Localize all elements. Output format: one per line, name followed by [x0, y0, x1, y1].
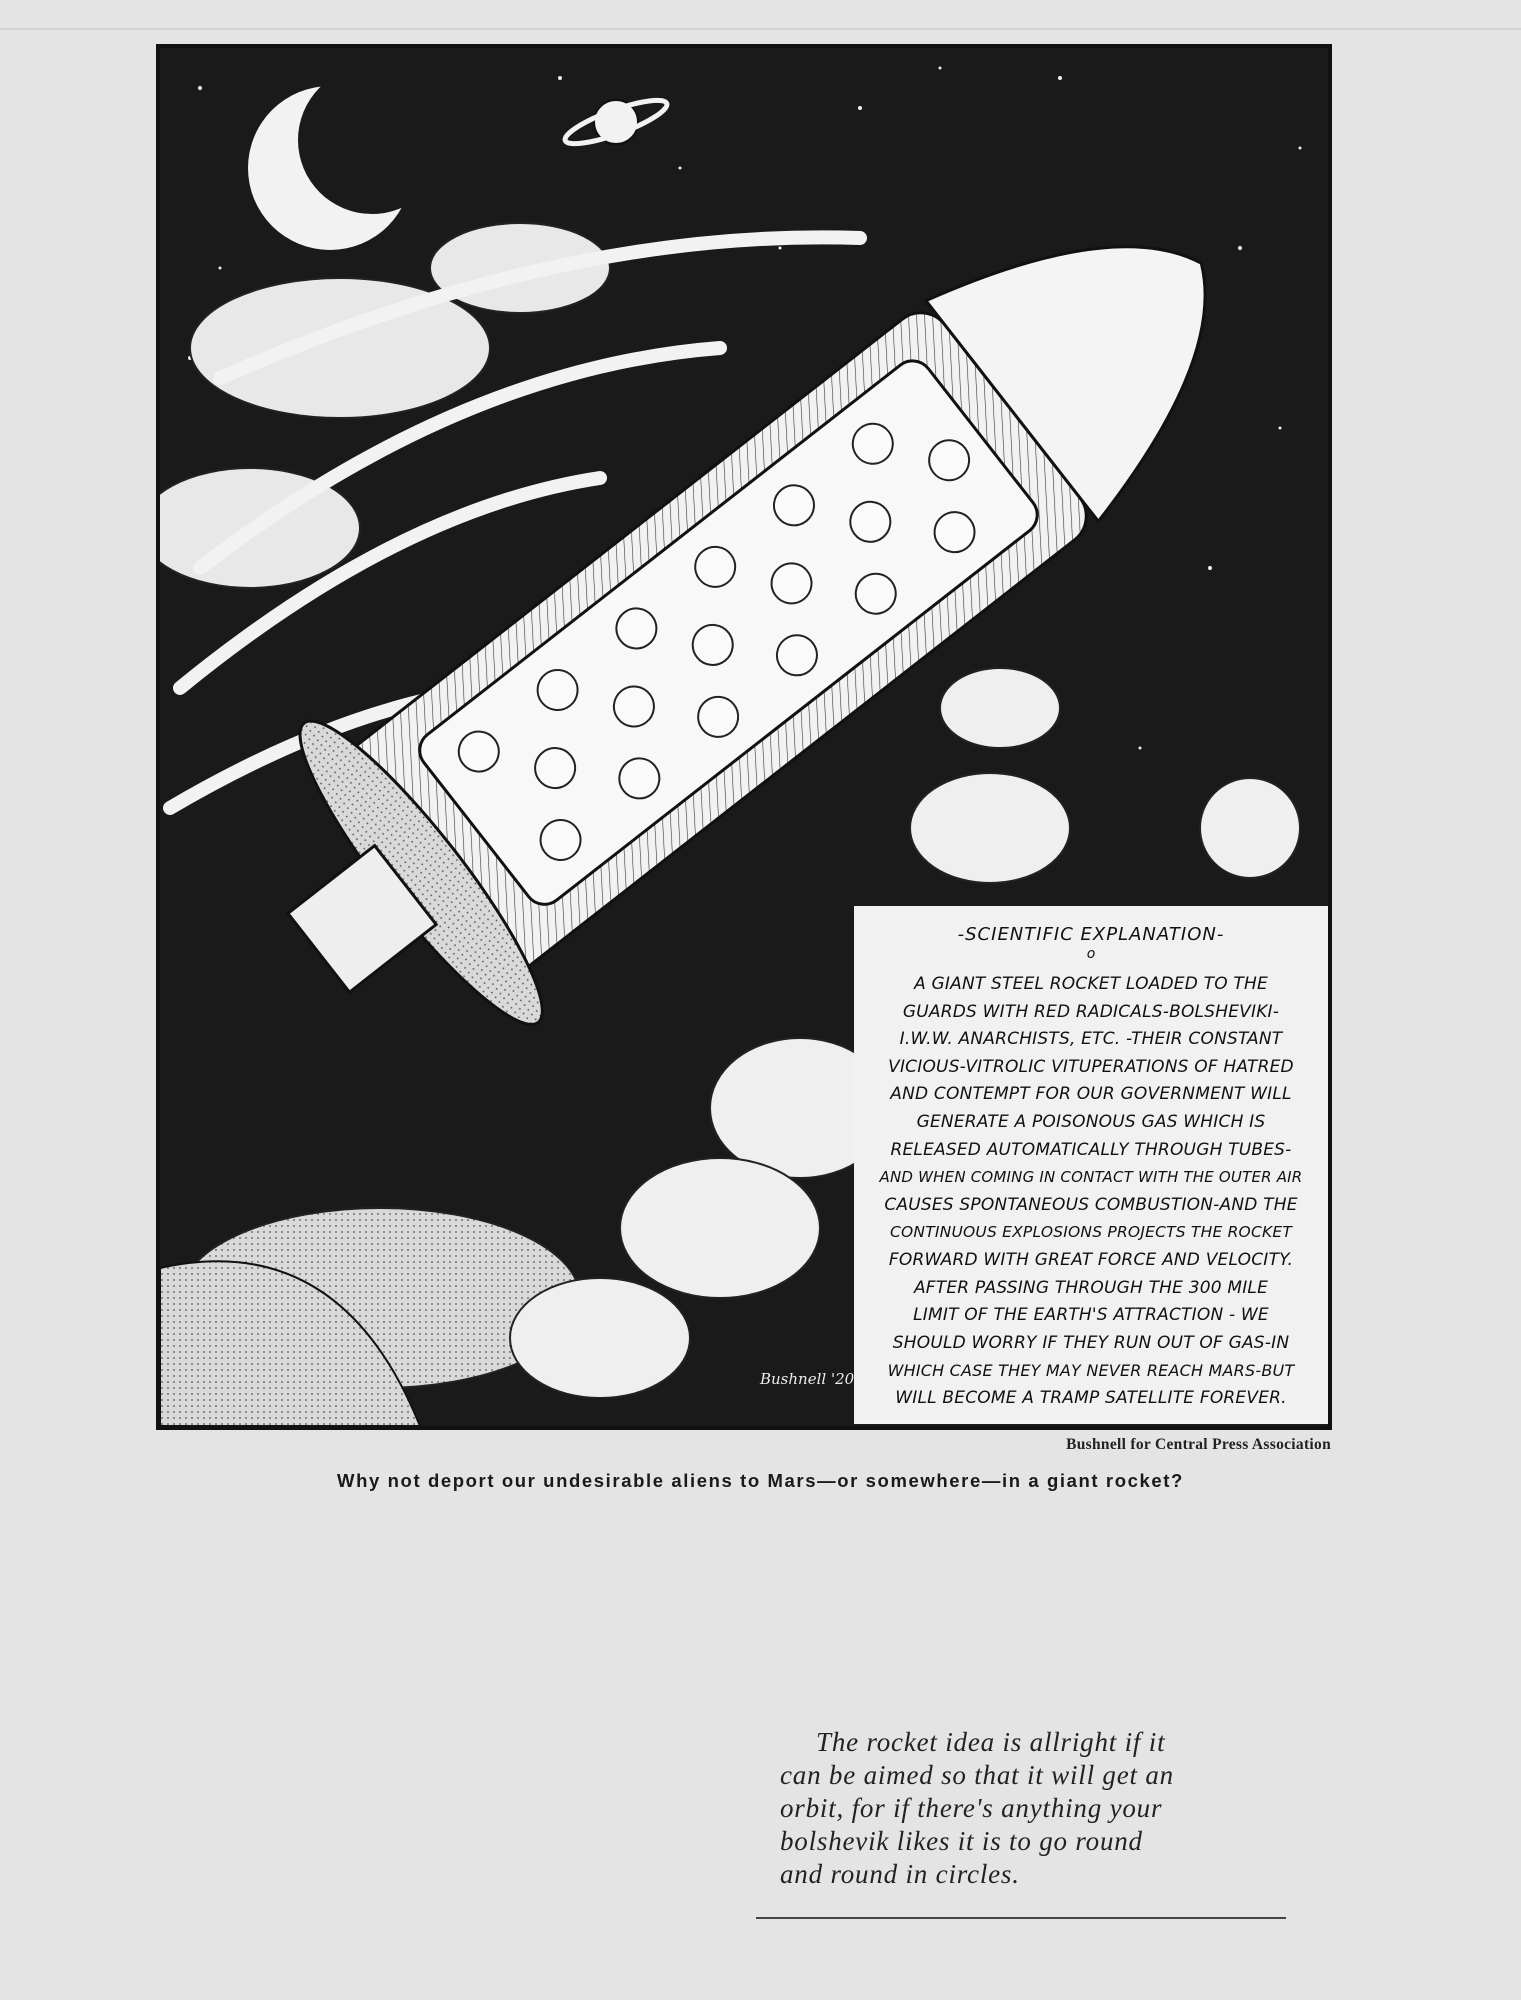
bottom-rule [756, 1917, 1286, 1919]
explanation-heading: -SCIENTIFIC EXPLANATION- [957, 924, 1225, 945]
explanation-line: GENERATE A POISONOUS GAS WHICH IS [916, 1111, 1266, 1132]
explanation-heading-ornament: o [1086, 946, 1096, 962]
cartoon-caption: Why not deport our undesirable aliens to Mars—or somewhere—in a giant rocket? [337, 1470, 1184, 1491]
explanation-line: RELEASED AUTOMATICALLY THROUGH TUBES- [890, 1139, 1292, 1160]
explanation-line: A GIANT STEEL ROCKET LOADED TO THE [914, 974, 1268, 994]
explanation-line: WHICH CASE THEY MAY NEVER REACH MARS-BUT [887, 1361, 1295, 1381]
explanation-line: FORWARD WITH GREAT FORCE AND VELOCITY. [888, 1249, 1294, 1270]
explanation-line: AND WHEN COMING IN CONTACT WITH THE OUTER AIR [879, 1168, 1303, 1187]
commentary-line: and round in circles. [780, 1859, 1020, 1889]
explanation-line: CAUSES SPONTANEOUS COMBUSTION-AND THE [884, 1194, 1298, 1215]
commentary-paragraph [780, 1726, 1300, 1891]
moon-crescent [248, 66, 446, 250]
commentary-line: orbit, for if there's anything your [780, 1793, 1163, 1823]
cartoon-panel [156, 44, 1332, 1430]
explanation-line: AFTER PASSING THROUGH THE 300 MILE [913, 1277, 1269, 1298]
explanation-line: VICIOUS-VITROLIC VITUPERATIONS OF HATRED [888, 1056, 1294, 1077]
explanation-line: AND CONTEMPT FOR OUR GOVERNMENT WILL [890, 1084, 1292, 1105]
explanation-line: CONTINUOUS EXPLOSIONS PROJECTS THE ROCKET [890, 1223, 1292, 1242]
saturn-planet [561, 92, 671, 151]
explanation-line: WILL BECOME A TRAMP SATELLITE FOREVER. [895, 1387, 1287, 1408]
scientific-explanation-box [854, 906, 1328, 1424]
page-top-edge [0, 28, 1521, 30]
commentary-line: can be aimed so that it will get an [780, 1760, 1174, 1790]
explanation-line: SHOULD WORRY IF THEY RUN OUT OF GAS-IN [892, 1332, 1290, 1353]
commentary-line: The rocket idea is allright if it [816, 1727, 1166, 1757]
artist-signature: Bushnell '20 [760, 1370, 855, 1388]
explanation-line: GUARDS WITH RED RADICALS-BOLSHEVIKI- [902, 1001, 1280, 1022]
explanation-line: I.W.W. ANARCHISTS, ETC. -THEIR CONSTANT [899, 1029, 1283, 1050]
explanation-line: LIMIT OF THE EARTH'S ATTRACTION - WE [913, 1305, 1269, 1326]
explanation-text [862, 971, 1320, 1413]
commentary-line: bolshevik likes it is to go round [780, 1826, 1143, 1856]
credit-line: Bushnell for Central Press Association [1066, 1436, 1331, 1453]
